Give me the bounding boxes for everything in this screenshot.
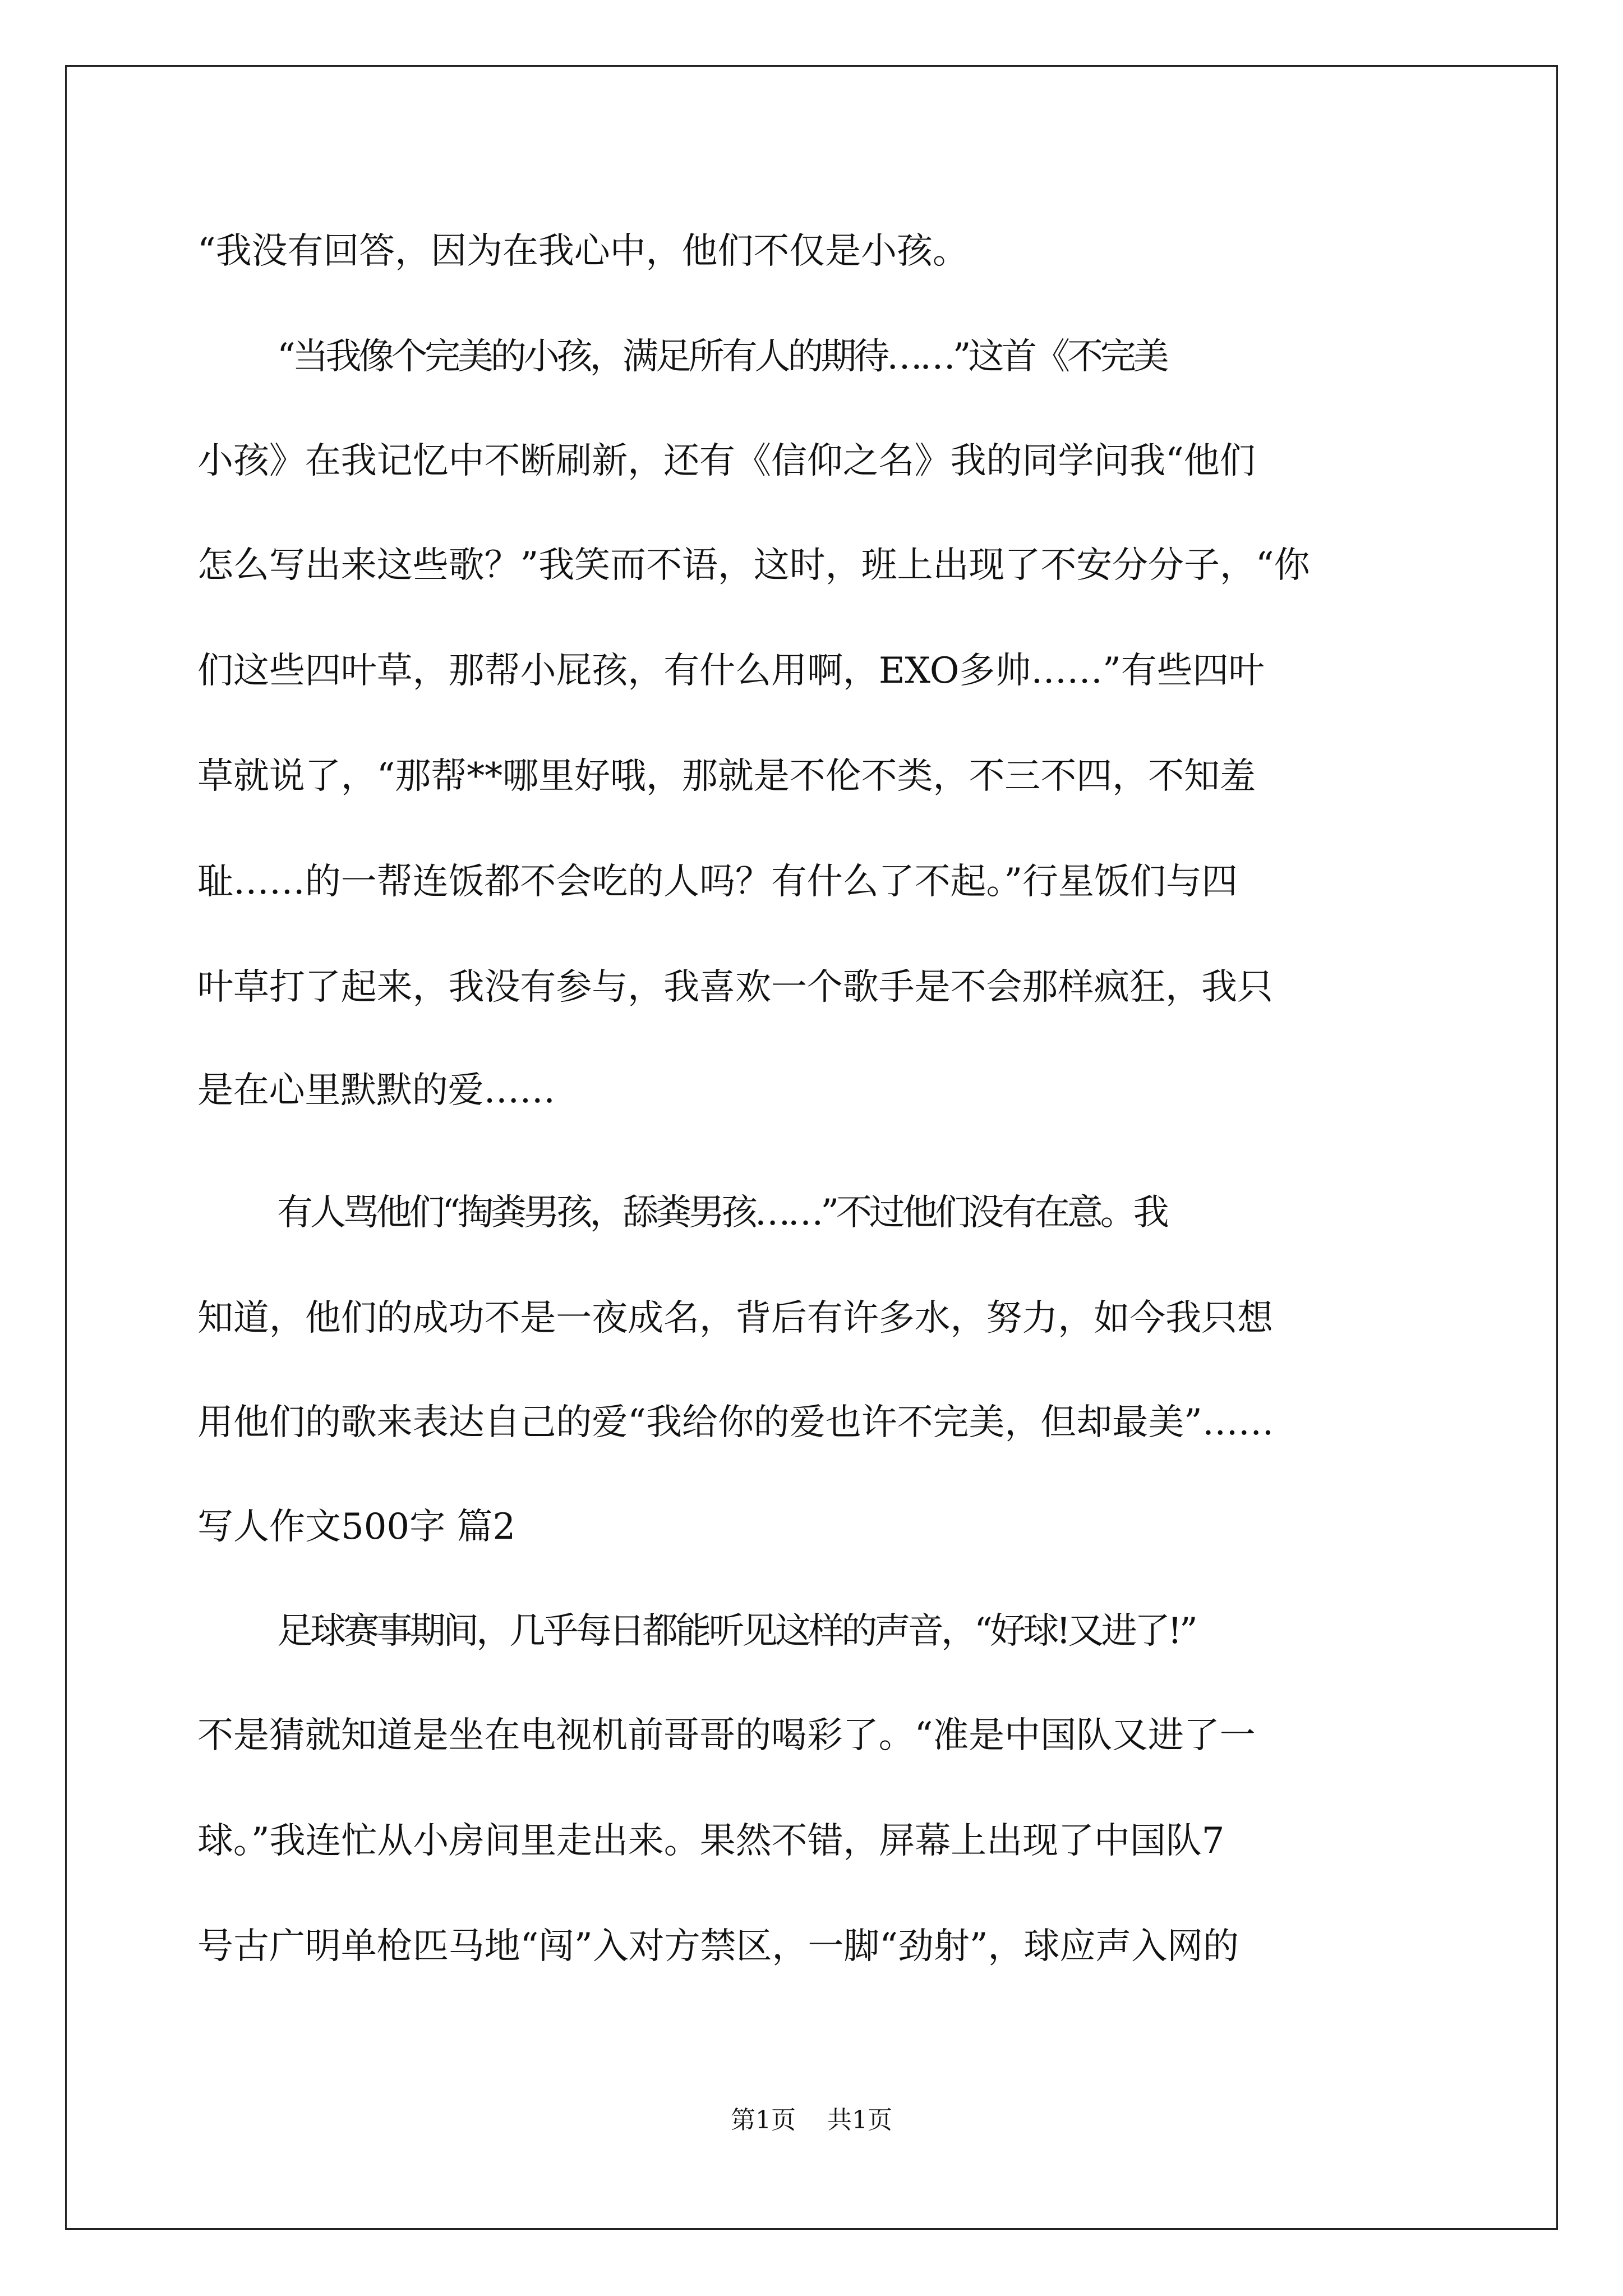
- section-heading: 写人作文500字 篇2: [197, 1506, 516, 1548]
- text-line-12: 用他们的歌来表达自己的爱“我给你的爱也许不完美，但却最美”……: [197, 1402, 1274, 1443]
- text-line-5: 们这些四叶草，那帮小屁孩，有什么用啊，EXO多帅……”有些四叶: [197, 650, 1265, 692]
- text-line-8: 叶草打了起来，我没有参与，我喜欢一个歌手是不会那样疯狂，我只: [197, 967, 1273, 1008]
- text-line-16: 球。”我连忙从小房间里走出来。果然不错，屏幕上出现了中国队7: [197, 1820, 1225, 1862]
- page-border: [65, 65, 1558, 2230]
- text-line-1: “我没有回答，因为在我心中，他们不仅是小孩。: [197, 231, 969, 272]
- text-line-9: 是在心里默默的爱……: [197, 1070, 555, 1111]
- page-footer: [0, 2108, 1623, 2133]
- text-line-15: 不是猜就知道是坐在电视机前哥哥的喝彩了。“准是中国队又进了一: [197, 1715, 1256, 1756]
- text-line-7: 耻……的一帮连饭都不会吃的人吗？有什么了不起。”行星饭们与四: [197, 861, 1238, 903]
- text-line-14: 足球赛事期间，几乎每日都能听见这样的声音，“好球!又进了!”: [277, 1611, 1195, 1652]
- page-number: 第1页: [731, 2106, 796, 2134]
- page-total: 共1页: [827, 2106, 892, 2134]
- text-line-17: 号古广明单枪匹马地“闯”入对方禁区，一脚“劲射”，球应声入网的: [197, 1926, 1239, 1967]
- text-line-6: 草就说了，“那帮**哪里好哦，那就是不伦不类，不三不四，不知羞: [197, 756, 1256, 797]
- text-line-10: 有人骂他们“掏粪男孩，舔粪男孩……”不过他们没有在意。我: [277, 1192, 1166, 1234]
- text-line-3: 小孩》在我记忆中不断刷新，还有《信仰之名》我的同学问我“他们: [197, 440, 1256, 482]
- text-line-4: 怎么写出来这些歌？”我笑而不语，这时，班上出现了不安分分子，“你: [197, 545, 1310, 586]
- text-line-2: “当我像个完美的小孩，满足所有人的期待……”这首《不完美: [277, 336, 1166, 378]
- text-line-11: 知道，他们的成功不是一夜成名，背后有许多水，努力，如今我只想: [197, 1297, 1273, 1339]
